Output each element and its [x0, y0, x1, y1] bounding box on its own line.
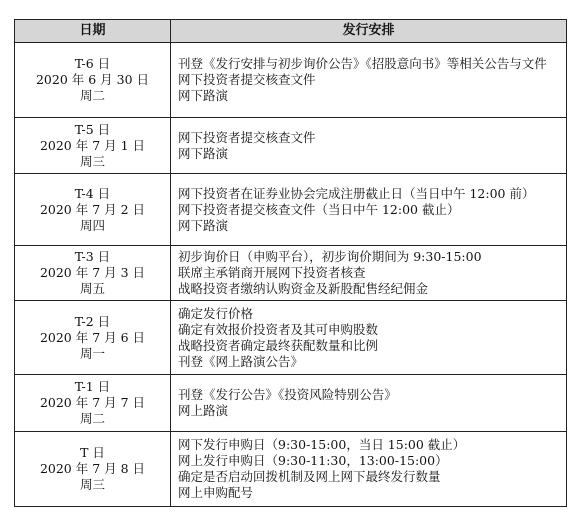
- plan-item: 网上申购配号: [178, 485, 254, 500]
- plan-item: 网下发行申购日（9:30-15:00，当日 15:00 截止）: [178, 437, 466, 452]
- plan-item: 确定有效报价投资者及其可申购股数: [178, 321, 379, 337]
- plan-item: 网下投资者提交核查文件（当日中午 12:00 截止）: [178, 201, 460, 217]
- issuance-schedule-table: [14, 19, 567, 507]
- table-row: [15, 174, 567, 246]
- weekday-label: 周四: [79, 217, 105, 233]
- weekday-label: 周二: [79, 411, 105, 426]
- table-row: [15, 118, 567, 174]
- plan-item: 联席主承销商开展网下投资者核查: [178, 265, 366, 280]
- date-label: 2020 年 7 月 7 日: [39, 395, 146, 410]
- plan-item: 网下投资者提交核查文件: [178, 129, 316, 145]
- weekday-label: 周二: [79, 88, 105, 103]
- date-label: 2020 年 7 月 2 日: [39, 201, 146, 217]
- table-row: [15, 43, 567, 118]
- date-cell: [15, 246, 171, 301]
- date-cell: [15, 375, 171, 432]
- table-row: [15, 432, 567, 507]
- day-label: T-5 日: [74, 121, 111, 137]
- day-label: T-1 日: [74, 379, 111, 394]
- day-label: T-6 日: [74, 56, 111, 71]
- day-label: T-3 日: [74, 249, 111, 264]
- date-label: 2020 年 7 月 1 日: [39, 137, 146, 153]
- plan-cell: [171, 174, 567, 246]
- date-label: 2020 年 7 月 6 日: [39, 329, 146, 345]
- plan-item: 网下投资者提交核查文件: [178, 72, 316, 87]
- plan-item: 刊登《网上路演公告》: [178, 353, 304, 369]
- weekday-label: 周三: [79, 153, 105, 169]
- plan-item: 确定是否启动回拨机制及网上网下最终发行数量: [178, 469, 441, 484]
- table-row: [15, 301, 567, 375]
- date-cell: [15, 301, 171, 375]
- plan-item: 网下路演: [178, 217, 229, 233]
- plan-item: 网下路演: [178, 145, 229, 161]
- plan-item: 战略投资者确定最终获配数量和比例: [178, 337, 379, 353]
- plan-item: 刊登《发行安排与初步询价公告》《招股意向书》等相关公告与文件: [178, 56, 547, 71]
- date-label: 2020 年 7 月 3 日: [39, 265, 146, 280]
- plan-cell: [171, 301, 567, 375]
- date-cell: [15, 43, 171, 118]
- date-cell: [15, 432, 171, 507]
- table-row: [15, 246, 567, 301]
- plan-cell: [171, 246, 567, 301]
- day-label: T-4 日: [74, 185, 111, 201]
- plan-item: 网上路演: [178, 403, 229, 418]
- plan-item: 初步询价日（申购平台），初步询价期间为 9:30-15:00: [178, 249, 482, 264]
- plan-item: 刊登《发行公告》《投资风险特别公告》: [178, 387, 397, 402]
- plan-item: 网上发行申购日（9:30-11:30，13:00-15:00）: [178, 453, 448, 468]
- table-row: [15, 375, 567, 432]
- plan-item: 战略投资者缴纳认购资金及新股配售经纪佣金: [178, 281, 429, 296]
- header-plan: 发行安排: [171, 20, 567, 43]
- plan-item: 网下路演: [178, 88, 229, 103]
- date-label: 2020 年 7 月 8 日: [39, 461, 146, 476]
- header-date: 日期: [15, 20, 171, 43]
- day-label: T-2 日: [74, 313, 111, 329]
- plan-cell: [171, 375, 567, 432]
- plan-cell: [171, 118, 567, 174]
- date-cell: [15, 174, 171, 246]
- weekday-label: 周五: [79, 281, 105, 296]
- plan-item: 确定发行价格: [178, 305, 254, 321]
- date-label: 2020 年 6 月 30 日: [35, 72, 150, 87]
- plan-cell: [171, 43, 567, 118]
- weekday-label: 周三: [79, 477, 105, 492]
- weekday-label: 周一: [79, 345, 105, 361]
- plan-cell: [171, 432, 567, 507]
- date-cell: [15, 118, 171, 174]
- day-label: T 日: [80, 445, 105, 460]
- plan-item: 网下投资者在证券业协会完成注册截止日（当日中午 12:00 前）: [178, 185, 535, 201]
- table-header-row: [15, 20, 567, 43]
